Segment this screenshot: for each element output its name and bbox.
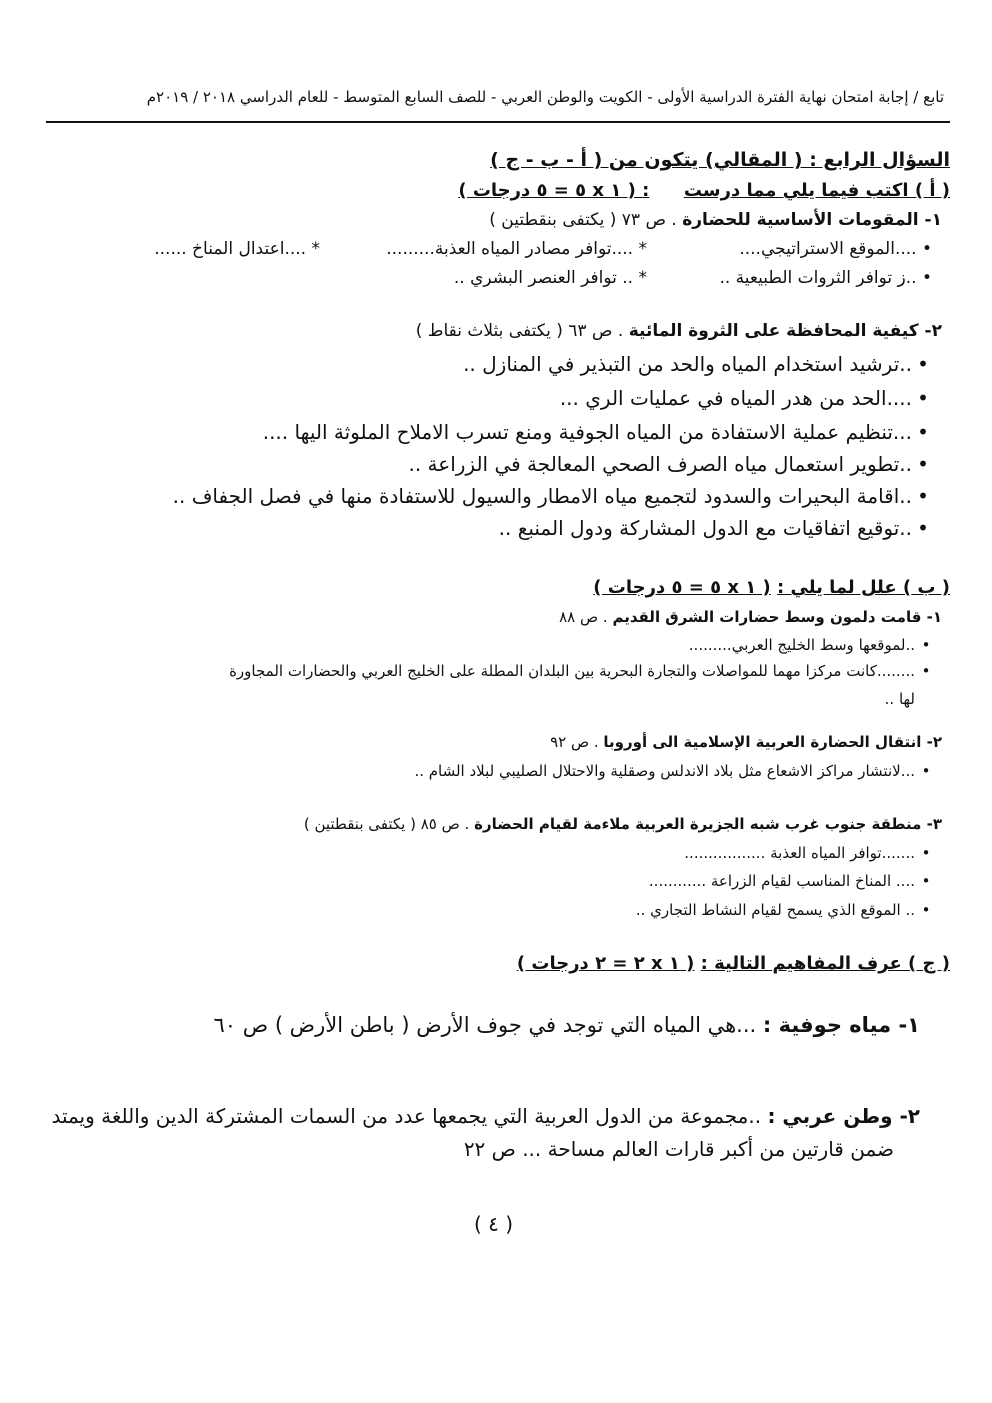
a-q2-bullet: • ..توقيع اتفاقيات مع الدول المشاركة ودول المنبع .. bbox=[499, 516, 934, 540]
b-q1-bullet-cont: لها .. bbox=[884, 690, 915, 708]
b-q1-bullet: • ........كانت مركزا مهما للمواصلات والتجارة البحرية بين البلدان المطلة على الخليج العربي والحضارات المجاورة bbox=[229, 662, 937, 680]
a-q2-ref: . ص ٦٣ ( يكتفى بثلاث نقاط ) bbox=[415, 321, 624, 341]
page-header: تابع / إجابة امتحان نهاية الفترة الدراسية الأولى - الكويت والوطن العربي - للصف السابع المتوسط - للعام الدراسي ٢٠١٨ / ٢٠١٩م bbox=[146, 88, 944, 106]
b-q3-line bbox=[304, 815, 942, 833]
b-q2-bullet: • ...لانتشار مراكز الاشعاع مثل بلاد الاندلس وصقلية والاحتلال الصليبي لبلاد الشام .. bbox=[414, 762, 937, 780]
a-q2-bullet: • ..تطوير استعمال مياه الصرف الصحي المعالجة في الزراعة .. bbox=[408, 452, 934, 476]
b-q2-line bbox=[550, 733, 942, 751]
a-q2-prompt: ٢- كيفية المحافظة على الثروة المائية bbox=[628, 321, 942, 341]
section-a-title bbox=[458, 180, 950, 201]
a-q2-bullet: • ..اقامة البحيرات والسدود لتجميع مياه الامطار والسيول للاستفادة منها في فصل الجفاف .. bbox=[173, 484, 934, 508]
section-b-title bbox=[593, 577, 950, 598]
a-q2-bullet: • ....الحد من هدر المياه في عمليات الري ... bbox=[560, 386, 934, 410]
b-q1-prompt: ١- قامت دلمون وسط حضارات الشرق القديم bbox=[612, 608, 942, 626]
section-a-marks: : ( ١ x ٥ = ٥ درجات ) bbox=[458, 180, 650, 201]
a-q1-answer-5: * .. توافر العنصر البشري .. bbox=[453, 268, 647, 288]
a-q1-prompt: ١- المقومات الأساسية للحضارة bbox=[682, 210, 942, 230]
a-q2-bullet: • ..ترشيد استخدام المياه والحد من التبذير في المنازل .. bbox=[463, 352, 934, 376]
b-q3-ref: . ص ٨٥ ( يكتفى بنقطتين ) bbox=[303, 815, 470, 833]
section-a-label: ( أ ) اكتب فيما يلي مما درست bbox=[683, 180, 950, 201]
c-q1-term: ١- مياه جوفية : bbox=[762, 1013, 920, 1037]
section-c-title bbox=[517, 953, 950, 974]
b-q1-line bbox=[559, 608, 942, 626]
section-b-label: ( ب ) علل لما يلي : bbox=[777, 577, 950, 598]
a-q2-bullet: • ...تنظيم عملية الاستفادة من المياه الجوفية ومنع تسرب الاملاح الملوثة اليها .... bbox=[263, 420, 934, 444]
c-q2-definition: ..مجموعة من الدول العربية التي يجمعها عدد من السمات المشتركة الدين واللغة ويمتد bbox=[51, 1104, 762, 1128]
a-q1-answer-1: • ....الموقع الاستراتيجي.... bbox=[739, 239, 932, 259]
a-q2-line bbox=[416, 321, 942, 341]
b-q3-bullet: • .... المناخ المناسب لقيام الزراعة ............ bbox=[649, 872, 937, 890]
header-divider bbox=[46, 121, 950, 123]
question-4-title: السؤال الرابع : ( المقالي) يتكون من ( أ - ب - ج ) bbox=[490, 149, 950, 171]
page-number: ( ٤ ) bbox=[474, 1212, 514, 1236]
a-q1-ref: . ص ٧٣ ( يكتفى بنقطتين ) bbox=[489, 210, 677, 230]
c-q1-line bbox=[214, 1013, 920, 1037]
c-q2-definition-cont: ضمن قارتين من أكبر قارات العالم مساحة ... ص ٢٢ bbox=[463, 1137, 894, 1161]
section-b-marks: ( ١ x ٥ = ٥ درجات ) bbox=[593, 577, 771, 598]
b-q1-bullet: • ..لموقعها وسط الخليج العربي......... bbox=[689, 636, 937, 654]
c-q1-definition: ...هي المياه التي توجد في جوف الأرض ( باطن الأرض ) ص ٦٠ bbox=[213, 1013, 757, 1037]
b-q2-prompt: ٢- انتقال الحضارة العربية الإسلامية الى أوروبا bbox=[603, 733, 942, 751]
b-q3-bullet: • .. الموقع الذي يسمح لقيام النشاط التجاري .. bbox=[636, 901, 937, 919]
b-q3-bullet: • .......توافر المياه العذبة ................. bbox=[684, 844, 937, 862]
section-c-label: ( ج ) عرف المفاهيم التالية : bbox=[700, 953, 950, 974]
a-q1-answer-2: * ....توافر مصادر المياه العذبة......... bbox=[386, 239, 647, 259]
a-q1-line bbox=[489, 210, 942, 230]
c-q2-term: ٢- وطن عربي : bbox=[767, 1104, 920, 1128]
c-q2-line bbox=[51, 1104, 920, 1128]
b-q3-prompt: ٣- منطقة جنوب غرب شبه الجزيرة العربية ملاءمة لقيام الحضارة bbox=[474, 815, 942, 833]
b-q2-ref: . ص ٩٢ bbox=[550, 733, 599, 751]
b-q1-ref: . ص ٨٨ bbox=[559, 608, 608, 626]
a-q1-answer-3: * ....اعتدال المناخ ...... bbox=[154, 239, 320, 259]
a-q1-answer-4: • ..ز توافر الثروات الطبيعية .. bbox=[719, 268, 932, 288]
section-c-marks: ( ١ x ٢ = ٢ درجات ) bbox=[516, 953, 695, 974]
